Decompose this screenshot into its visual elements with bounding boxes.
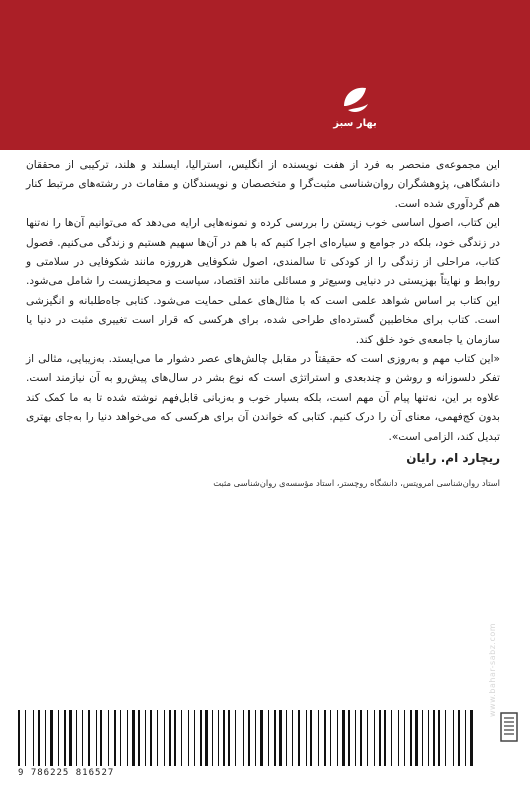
blurb-body: این کتاب، اصول اساسی خوب زیستن را بررسی کرده و نمونه‌هایی ارایه می‌دهد که می‌توانیم آن‌ها را نه‌تنها در زندگی خود، بلکه در جوامع و سیاره‌ای اجرا کنیم که با هم در آن‌ها سهیم هستیم و زندگی می‌کنیم. فصول کتاب، مراحلی از زندگی را از کودکی تا سالمندی، اصول شکوفایی هرروزه مانند شکوفایی در سلامتی و روابط و نهایتاً بهزیستی در دنیایی وسیع‌تر و مسائلی مانند اقتصاد، سیاست و محیط‌زیست را شامل می‌شود. این کتاب بر اساس شواهد علمی است که با مثال‌های عملی حمایت می‌شود. کتابی جاه‌طلبانه و انگیزشی است. کتاب برای مخاطبین گسترده‌ای طراحی شده، برای هرکسی که قرار است تغییری مثبت در دنیا یا سازمان یا جامعه‌ی خود خلق کند.	[26, 217, 500, 346]
barcode-bar	[166, 710, 167, 766]
barcode-bar	[25, 710, 26, 766]
barcode-bar	[69, 710, 72, 766]
barcode-bar	[54, 710, 56, 766]
barcode-bar	[384, 710, 386, 766]
barcode-bar	[320, 710, 323, 766]
barcode-bar	[120, 710, 121, 766]
barcode-bar	[188, 710, 189, 766]
barcode-bar	[190, 710, 192, 766]
barcode-bar	[404, 710, 405, 766]
publisher-logo-text: بهار سبز	[333, 118, 377, 129]
barcode-bar	[248, 710, 250, 766]
barcode-bar	[132, 710, 135, 766]
barcode-bar	[108, 710, 109, 766]
barcode-bar	[465, 710, 466, 766]
barcode-bar	[91, 710, 94, 766]
barcode-bar	[142, 710, 143, 766]
barcode-bar	[172, 710, 173, 766]
barcode-bars	[18, 710, 478, 766]
barcode-bar	[355, 710, 356, 766]
barcode-bar	[233, 710, 234, 766]
quote-author: ریچارد ام. رایان	[406, 451, 500, 466]
barcode-bar	[260, 710, 263, 766]
barcode-bar	[360, 710, 362, 766]
publisher-logo	[332, 82, 378, 138]
back-cover-text	[26, 156, 500, 491]
barcode-bar	[264, 710, 266, 766]
barcode-bar	[306, 710, 307, 766]
barcode-bar	[67, 710, 68, 766]
barcode-bar	[196, 710, 197, 766]
barcode-bar	[277, 710, 278, 766]
barcode-bar	[428, 710, 429, 766]
barcode-bar	[23, 710, 24, 766]
barcode-bar	[150, 710, 152, 766]
barcode-bar	[78, 710, 80, 766]
publisher-mark-icon	[500, 712, 518, 742]
barcode-bar	[147, 710, 149, 766]
barcode-bar	[138, 710, 140, 766]
isbn-number: 9 786225 816527	[18, 768, 115, 778]
barcode-bar	[157, 710, 158, 766]
barcode-bar	[45, 710, 46, 766]
barcode-bar	[410, 710, 412, 766]
barcode-bar	[308, 710, 309, 766]
barcode-bar	[238, 710, 241, 766]
barcode-bar	[324, 710, 326, 766]
blurb-intro: این مجموعه‌ی منحصر به فرد از هفت نویسنده از انگلیس، استرالیا، ایسلند و هلند، ترکیبی از محققان دانشگاهی، پژوهشگران روان‌شناسی مثبت‌گرا و متخصصان و نویسندگان و مقامات در رشته‌های مرتبط کنار هم گردآوری شده است.	[26, 159, 500, 210]
barcode-bar	[453, 710, 454, 766]
barcode-bar	[424, 710, 426, 766]
barcode-bar	[127, 710, 128, 766]
barcode-bar	[420, 710, 421, 766]
barcode-bar	[438, 710, 440, 766]
barcode-bar	[33, 710, 34, 766]
barcode-bar	[129, 710, 130, 766]
barcode-bar	[369, 710, 372, 766]
barcode-bar	[389, 710, 390, 766]
barcode-bar	[382, 710, 383, 766]
barcode-bar	[422, 710, 423, 766]
barcode-bar	[394, 710, 397, 766]
cover-color-band	[0, 0, 530, 150]
barcode-bar	[337, 710, 338, 766]
barcode-bar	[470, 710, 473, 766]
barcode-bar	[279, 710, 282, 766]
barcode-bar	[210, 710, 211, 766]
barcode-bar	[64, 710, 66, 766]
quote-author-title: استاد روان‌شناسی امرویتس، دانشگاه روچستر، استاد مؤسسه‌ی روان‌شناسی مثبت	[213, 478, 500, 489]
barcode-bar	[258, 710, 259, 766]
barcode-bar	[330, 710, 331, 766]
barcode-bar	[374, 710, 375, 766]
barcode-bar	[270, 710, 271, 766]
barcode-bar	[357, 710, 359, 766]
barcode-bar	[60, 710, 61, 766]
barcode-bar	[328, 710, 329, 766]
barcode-bar	[391, 710, 392, 766]
barcode-bar	[339, 710, 340, 766]
barcode-bar	[212, 710, 213, 766]
barcode-bar	[18, 710, 20, 766]
barcode-bar	[235, 710, 236, 766]
barcode-bar	[400, 710, 402, 766]
barcode-bar	[448, 710, 451, 766]
barcode-bar	[455, 710, 457, 766]
barcode-bar	[461, 710, 462, 766]
barcode-bar	[35, 710, 37, 766]
barcode-bar	[145, 710, 146, 766]
barcode-bar	[179, 710, 180, 766]
barcode-bar	[96, 710, 97, 766]
barcode-bar	[398, 710, 399, 766]
barcode-bar	[274, 710, 276, 766]
barcode-bar	[301, 710, 304, 766]
barcode-bar	[436, 710, 437, 766]
barcode-bar	[41, 710, 42, 766]
barcode-bar	[445, 710, 446, 766]
barcode-bar	[413, 710, 414, 766]
barcode-bar	[136, 710, 137, 766]
barcode-bar	[48, 710, 49, 766]
barcode-bar	[214, 710, 216, 766]
barcode-bar	[286, 710, 287, 766]
barcode-bar	[223, 710, 225, 766]
barcode-bar	[315, 710, 316, 766]
endorsement-quote: «این کتاب مهم و به‌روزی است که حقیقتاً در مقابل چالش‌های عصر دشوار ما می‌ایستد. به‌زیبایی، مثالی از تفکر دلسوزانه و روشن و چندبعدی و استراتژی است که نوع بشر در سال‌های پیش‌رو به آن نیازمند است. علاوه بر این، نه‌تنها پیام آن مهم است، بلکه بسیار خوب و به‌زبانی قابل‌فهم نوشته شده تا به ما کمک کند بدون کج‌فهمی، معنای آن را درک کنیم. کتابی که خواندن آن برای هرکسی که می‌خواهد دنیا را به‌جای بهتری تبدیل کند، الزامی است».	[26, 353, 500, 443]
barcode-bar	[379, 710, 381, 766]
barcode-bar	[155, 710, 156, 766]
barcode-bar	[310, 710, 312, 766]
barcode-bar	[118, 710, 119, 766]
barcode-bar	[164, 710, 165, 766]
bahar-sabz-leaf-logo-icon	[338, 82, 372, 116]
barcode-bar	[406, 710, 407, 766]
barcode-bar	[332, 710, 334, 766]
barcode-bar	[255, 710, 256, 766]
barcode-bar	[458, 710, 460, 766]
barcode-bar	[194, 710, 195, 766]
publisher-website: www.bahar-sabz.com	[488, 622, 497, 718]
barcode-bar	[318, 710, 319, 766]
barcode-bar	[352, 710, 353, 766]
barcode-bar	[268, 710, 269, 766]
barcode-bar	[38, 710, 40, 766]
barcode-bar	[284, 710, 285, 766]
barcode-bar	[245, 710, 247, 766]
barcode-bar	[415, 710, 418, 766]
barcode-bar	[296, 710, 297, 766]
barcode-bar	[228, 710, 230, 766]
barcode-bar	[365, 710, 366, 766]
barcode-bar	[243, 710, 244, 766]
barcode-bar	[433, 710, 435, 766]
barcode-bar	[88, 710, 90, 766]
barcode-bar	[86, 710, 87, 766]
barcode-bar	[200, 710, 202, 766]
barcode-bar	[98, 710, 99, 766]
barcode-bar	[82, 710, 83, 766]
barcode-bar	[105, 710, 106, 766]
barcode-bar	[184, 710, 187, 766]
barcode-bar	[58, 710, 59, 766]
barcode-bar	[226, 710, 227, 766]
barcode-bar	[28, 710, 31, 766]
barcode-bar	[348, 710, 350, 766]
barcode-bar	[218, 710, 219, 766]
barcode-bar	[114, 710, 116, 766]
barcode-bar	[430, 710, 431, 766]
barcode-bar	[298, 710, 300, 766]
barcode-bar	[443, 710, 444, 766]
barcode-bar	[367, 710, 368, 766]
barcode-bar	[159, 710, 162, 766]
barcode-bar	[203, 710, 204, 766]
barcode-bar	[220, 710, 221, 766]
barcode-bar	[288, 710, 290, 766]
barcode-bar	[76, 710, 77, 766]
barcode-bar	[50, 710, 53, 766]
barcode-bar	[100, 710, 102, 766]
barcode-bar	[181, 710, 182, 766]
barcode-bar	[110, 710, 113, 766]
barcode-bar	[169, 710, 171, 766]
barcode-bar	[376, 710, 377, 766]
barcode-bar	[205, 710, 208, 766]
barcode-bar	[292, 710, 293, 766]
barcode-bar	[468, 710, 469, 766]
barcode-bar	[346, 710, 347, 766]
isbn-barcode	[18, 710, 478, 778]
barcode-bar	[251, 710, 252, 766]
barcode-bar	[122, 710, 124, 766]
barcode-bar	[342, 710, 345, 766]
barcode-bar	[174, 710, 176, 766]
barcode-bar	[74, 710, 75, 766]
